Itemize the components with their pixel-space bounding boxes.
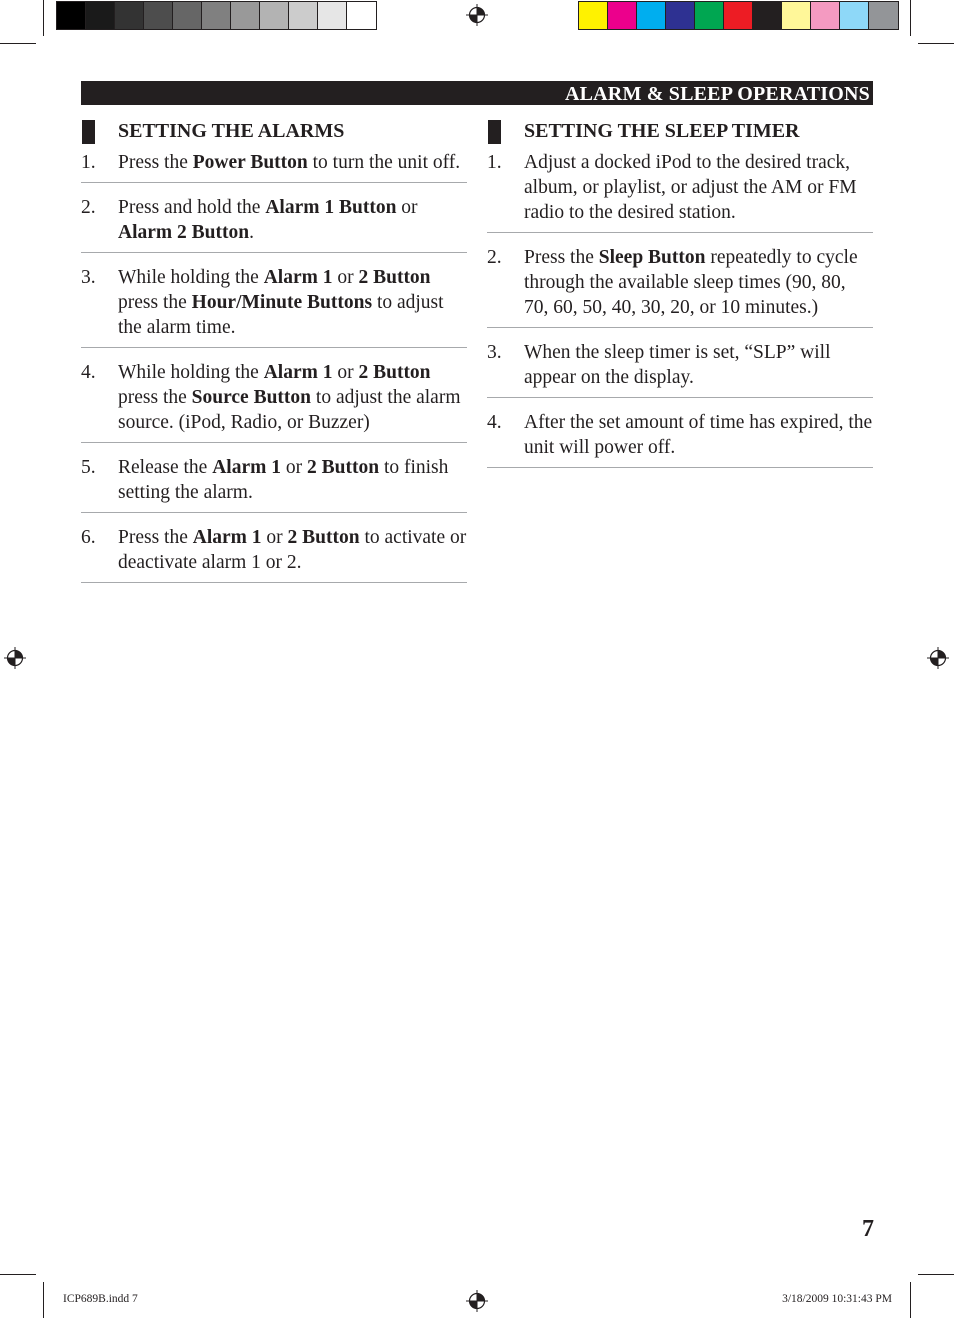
registration-mark-icon — [927, 647, 949, 669]
sleep-steps-list — [487, 146, 873, 468]
color-swatch — [57, 2, 86, 29]
step-text-run: Press the — [524, 247, 599, 268]
step-text-run: to adjust the alarm time. — [118, 292, 444, 338]
registration-mark-icon — [466, 4, 488, 26]
step-text-run: Release the — [118, 457, 213, 478]
section-heading — [487, 116, 873, 146]
alarms-section — [81, 116, 467, 583]
step-item — [487, 233, 873, 328]
step-text-run: to turn the unit off. — [307, 152, 461, 173]
step-item — [487, 328, 873, 398]
step-item — [81, 146, 467, 183]
step-text-run: or — [332, 267, 359, 288]
step-number: 6. — [81, 527, 96, 548]
step-text-run: to finish setting the alarm. — [118, 457, 449, 503]
color-swatch — [86, 2, 115, 29]
step-emphasis: Source Button — [191, 387, 312, 408]
page-number: 7 — [862, 1216, 874, 1242]
step-emphasis: 2 Button — [307, 457, 380, 478]
step-text-run: While holding the — [118, 267, 264, 288]
step-text-run: When the sleep timer is set, “SLP” will appear on the display. — [524, 342, 831, 388]
color-swatch — [289, 2, 318, 29]
section-marker-block — [82, 120, 95, 144]
crop-mark — [43, 0, 44, 36]
color-swatch — [347, 2, 376, 29]
color-swatch — [724, 2, 753, 29]
step-text-run: While holding the — [118, 362, 264, 383]
step-text-run: or — [332, 362, 359, 383]
color-swatch — [231, 2, 260, 29]
step-text — [524, 247, 858, 318]
step-text-run: or — [261, 527, 288, 548]
crop-mark — [43, 1282, 44, 1318]
step-item — [81, 443, 467, 513]
color-swatch — [637, 2, 666, 29]
step-text — [118, 362, 461, 433]
step-text-run: or — [396, 197, 418, 218]
color-swatch — [666, 2, 695, 29]
color-swatch — [144, 2, 173, 29]
step-text — [524, 342, 831, 388]
color-swatch — [260, 2, 289, 29]
section-heading — [81, 116, 467, 146]
step-text — [118, 267, 444, 338]
step-number: 1. — [487, 152, 502, 173]
registration-mark-icon — [4, 647, 26, 669]
step-text-run: Press and hold the — [118, 197, 266, 218]
crop-mark — [910, 0, 911, 36]
step-emphasis: Alarm 1 — [263, 362, 333, 383]
color-swatch — [869, 2, 898, 29]
registration-mark-icon — [466, 1290, 488, 1312]
crop-mark — [910, 1282, 911, 1318]
step-number: 3. — [81, 267, 96, 288]
crop-mark — [0, 43, 36, 44]
step-text-run: press the — [118, 387, 192, 408]
step-emphasis: Alarm 1 — [263, 267, 333, 288]
crop-mark — [918, 43, 954, 44]
step-emphasis: Alarm 1 — [192, 527, 262, 548]
color-swatch — [782, 2, 811, 29]
step-number: 4. — [81, 362, 96, 383]
color-swatch — [695, 2, 724, 29]
step-emphasis: Alarm 2 Button — [118, 222, 250, 243]
color-swatch — [811, 2, 840, 29]
alarm-steps-list — [81, 146, 467, 583]
step-emphasis: 2 Button — [358, 267, 431, 288]
step-item — [81, 183, 467, 253]
step-number: 3. — [487, 342, 502, 363]
step-emphasis: Alarm 1 Button — [265, 197, 397, 218]
step-number: 5. — [81, 457, 96, 478]
sleep-timer-section — [487, 116, 873, 468]
step-text-run: . — [249, 222, 254, 243]
step-number: 2. — [487, 247, 502, 268]
color-swatch — [202, 2, 231, 29]
step-text-run: repeatedly to cycle through the available sleep times (90, 80, 70, 60, 50, 40, 30, 20, or 10 minutes.) — [524, 247, 858, 318]
step-text — [118, 527, 466, 573]
step-emphasis: Hour/Minute Buttons — [191, 292, 373, 313]
step-item — [487, 146, 873, 233]
step-text-run: Press the — [118, 527, 193, 548]
step-text — [524, 152, 857, 223]
crop-mark — [0, 1274, 36, 1275]
color-swatch — [840, 2, 869, 29]
alarms-title: SETTING THE ALARMS — [118, 120, 345, 142]
step-text — [118, 457, 448, 503]
section-header-bar — [81, 81, 873, 105]
timestamp-slug: 3/18/2009 10:31:43 PM — [782, 1293, 892, 1305]
section-marker-block — [488, 120, 501, 144]
step-emphasis: Power Button — [192, 152, 308, 173]
step-text-run: Press the — [118, 152, 193, 173]
step-text-run: After the set amount of time has expired, the unit will power off. — [524, 412, 873, 458]
sleep-timer-title: SETTING THE SLEEP TIMER — [524, 120, 800, 142]
color-swatch — [753, 2, 782, 29]
color-swatch — [318, 2, 347, 29]
color-calibration-bar — [578, 1, 899, 30]
file-slug: ICP689B.indd 7 — [63, 1293, 138, 1305]
color-swatch — [115, 2, 144, 29]
step-emphasis: 2 Button — [358, 362, 431, 383]
step-text-run: or — [281, 457, 307, 478]
step-text-run: to adjust the alarm source. (iPod, Radio, or Buzzer) — [118, 387, 461, 433]
step-number: 1. — [81, 152, 96, 173]
step-number: 2. — [81, 197, 96, 218]
step-emphasis: Sleep Button — [598, 247, 706, 268]
step-text — [118, 152, 460, 173]
step-text-run: press the — [118, 292, 192, 313]
step-item — [81, 253, 467, 348]
color-swatch — [608, 2, 637, 29]
step-number: 4. — [487, 412, 502, 433]
step-item — [487, 398, 873, 468]
step-text-run: to activate or deactivate alarm 1 or 2. — [118, 527, 467, 573]
step-text — [118, 197, 418, 243]
color-swatch — [173, 2, 202, 29]
step-text-run: Adjust a docked iPod to the desired track, album, or playlist, or adjust the AM or FM radio to the desired station. — [524, 152, 857, 223]
color-swatch — [579, 2, 608, 29]
step-text — [524, 412, 872, 458]
page-title: ALARM & SLEEP OPERATIONS — [564, 83, 870, 105]
crop-mark — [918, 1274, 954, 1275]
step-emphasis: 2 Button — [287, 527, 360, 548]
step-item — [81, 513, 467, 583]
grayscale-calibration-bar — [56, 1, 377, 30]
step-emphasis: Alarm 1 — [212, 457, 281, 478]
step-item — [81, 348, 467, 443]
